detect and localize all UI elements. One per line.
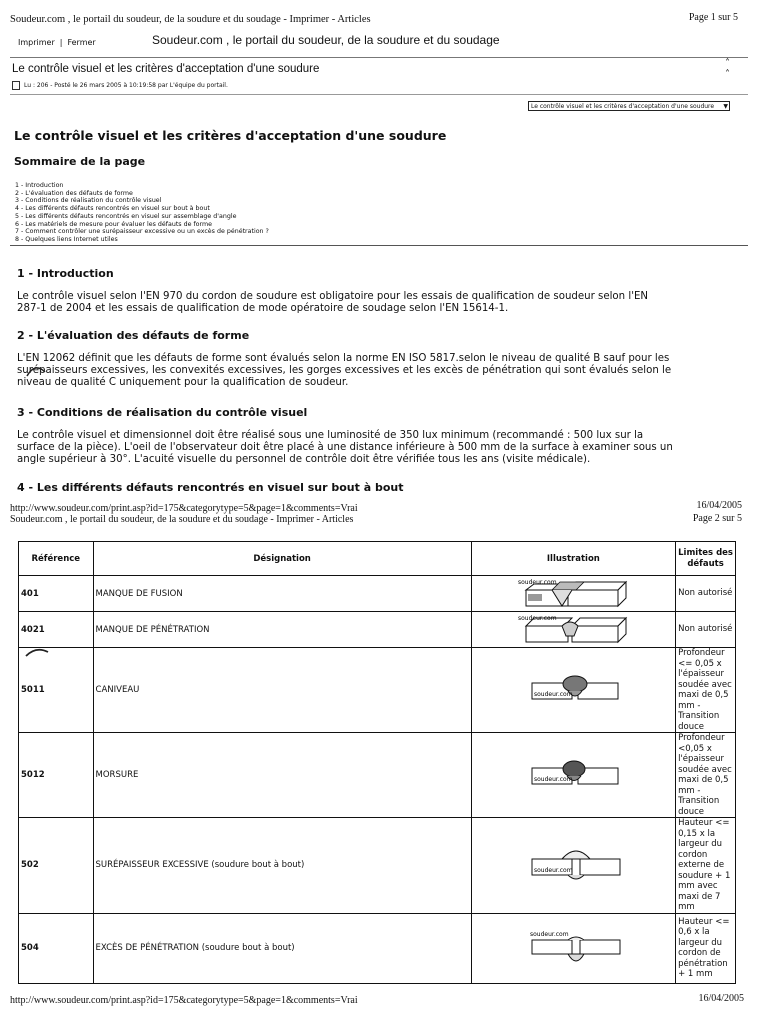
paragraph-line: Le contrôle visuel et dimensionnel doit être réalisé sous une luminosité de 350 lux minimum (recommandé : 500 lux sur la [17,430,644,441]
table-row [19,612,736,648]
portal-title: Soudeur.com , le portail du soudeur, de la soudure et du soudage [152,33,500,47]
defect-reference: 502 [19,818,94,914]
footer-date: 16/04/2005 [698,993,744,1004]
defect-limit: Profondeur <= 0,05 x l'épaisseur soudée avec maxi de 0,5 mm - Transition douce [676,648,736,733]
defect-reference: 5011 [19,648,94,733]
defect-designation: CANIVEAU [93,648,471,733]
defect-designation: MANQUE DE FUSION [93,576,471,612]
page-number: Page 1 sur 5 [688,12,738,23]
section-paragraph [17,430,737,466]
defect-designation: EXCÈS DE PÉNÉTRATION (soudure bout à bout) [93,913,471,983]
bite-icon [471,733,675,818]
section-heading: 1 - Introduction [17,267,114,280]
close-link[interactable]: Fermer [67,38,96,47]
page-title: Le contrôle visuel et les critères d'acceptation d'une soudure [14,128,447,143]
paragraph-line: Le contrôle visuel selon l'EN 970 du cordon de soudure est obligatoire pour les essais de qualification de soudeur selon l'EN [17,291,649,302]
defect-reference: 401 [19,576,94,612]
paragraph-line: 287-1 de 2004 et les essais de qualification de mode opératoire de soudage selon l'EN 15614-1. [17,303,509,314]
divider [10,94,748,95]
paragraph-line: surface de la pièce). L'oeil de l'observateur doit être placé à une distance inférieure à 500 mm de la surface à examiner sous un [17,442,673,453]
print-toolbar [18,38,96,47]
chevron-down-icon: ▼ [723,103,728,110]
section-heading: 4 - Les différents défauts rencontrés en visuel sur bout à bout [17,481,404,494]
paragraph-line: L'EN 12062 définit que les défauts de forme sont évalués selon la norme EN ISO 5817.selon le niveau de qualité B sauf pour les [17,353,670,364]
divider [10,245,748,246]
table-row [19,733,736,818]
print-header-title: Soudeur.com , le portail du soudeur, de la soudure et du soudage - Imprimer - Articles [10,14,371,25]
defect-limit: Hauteur <= 0,6 x la largeur du cordon de pénétration + 1 mm [676,913,736,983]
article-title-bar: Le contrôle visuel et les critères d'acceptation d'une soudure [12,63,320,75]
paragraph-line: niveau de qualité C uniquement pour la qualification de soudeur. [17,377,349,388]
paragraph-line: angle supérieur à 30°. L'acuité visuelle du personnel de contrôle doit être vérifiée tous les ans (visite médicale). [17,454,591,465]
toc-item[interactable]: 3 - Conditions de réalisation du contrôle visuel [15,197,162,205]
toc-item[interactable]: 7 - Comment contrôler une surépaisseur excessive ou un excès de pénétration ? [15,228,269,236]
footer-url: http://www.soudeur.com/print.asp?id=175&categorytype=5&page=1&comments=Vrai [10,995,358,1006]
defects-table [18,541,736,984]
document-icon [12,81,20,90]
table-header-row [19,542,736,576]
section-paragraph [17,291,737,315]
excess-penetration-icon [471,913,675,983]
defect-reference: 504 [19,913,94,983]
defect-reference: 4021 [19,612,94,648]
scan-smudge [24,646,50,660]
article-meta-text: Lu : 206 - Posté le 26 mars 2005 à 10:19:58 par L'équipe du portail. [24,82,228,89]
defect-limit: Non autorisé [676,612,736,648]
table-row [19,576,736,612]
summary-heading: Sommaire de la page [14,155,146,168]
toc-item[interactable]: 4 - Les différents défauts rencontrés en visuel sur bout à bout [15,205,210,213]
lack-of-penetration-icon [471,612,675,648]
paragraph-line: surépaisseurs excessives, les convexités excessives, les gorges excessives et les excès de pénétration qui sont évalués selon le [17,365,672,376]
table-row [19,648,736,733]
article-meta [12,81,228,90]
lack-of-fusion-icon [471,576,675,612]
column-header: Référence [19,542,94,576]
illustration-logo: soudeur.com [530,931,569,938]
divider [10,57,748,58]
defect-reference: 5012 [19,733,94,818]
toc-item[interactable]: 8 - Quelques liens Internet utiles [15,235,118,243]
column-header: Illustration [471,542,675,576]
defect-limit: Non autorisé [676,576,736,612]
toc-item[interactable]: 5 - Les différents défauts rencontrés en visuel sur assemblage d'angle [15,212,237,220]
toc-item[interactable]: 6 - Les matériels de mesure pour évaluer les défauts de forme [15,220,213,228]
illustration-logo: soudeur.com [518,578,557,586]
scroll-top-icon[interactable]: ˄ ˄ [725,58,730,80]
print-header-title: Soudeur.com , le portail du soudeur, de la soudure et du soudage - Imprimer - Articles [10,514,354,525]
defect-designation: MORSURE [93,733,471,818]
table-of-contents [15,182,269,244]
section-paragraph [17,353,737,389]
toc-item[interactable]: 2 - L'évaluation des défauts de forme [15,189,133,197]
article-select[interactable] [528,101,730,111]
footer-url: http://www.soudeur.com/print.asp?id=175&categorytype=5&page=1&comments=Vrai [10,503,358,514]
column-header: Désignation [93,542,471,576]
excess-reinforcement-icon [471,818,675,914]
page-number: Page 2 sur 5 [692,513,742,524]
illustration-logo: soudeur.com [534,867,573,875]
toolbar-separator: | [59,38,63,47]
section-heading: 2 - L'évaluation des défauts de forme [17,329,250,342]
footer-date: 16/04/2005 [696,500,742,511]
scan-smudge [25,364,47,378]
illustration-logo: soudeur.com [518,614,557,622]
defect-designation: MANQUE DE PÉNÉTRATION [93,612,471,648]
illustration-logo: soudeur.com [534,691,573,698]
table-row [19,913,736,983]
column-header: Limites des défauts [676,542,736,576]
table-row [19,818,736,914]
print-link[interactable]: Imprimer [18,38,55,47]
article-select-value: Le contrôle visuel et les critères d'acceptation d'une soudure [531,103,715,110]
defect-limit: Profondeur <0,05 x l'épaisseur soudée avec maxi de 0,5 mm - Transition douce [676,733,736,818]
defect-limit: Hauteur <= 0,15 x la largeur du cordon externe de soudure + 1 mm avec maxi de 7 mm [676,818,736,914]
section-heading: 3 - Conditions de réalisation du contrôle visuel [17,406,308,419]
undercut-icon [471,648,675,733]
illustration-logo: soudeur.com [534,776,573,783]
defect-designation: SURÉPAISSEUR EXCESSIVE (soudure bout à bout) [93,818,471,914]
toc-item[interactable]: 1 - Introduction [15,182,64,189]
